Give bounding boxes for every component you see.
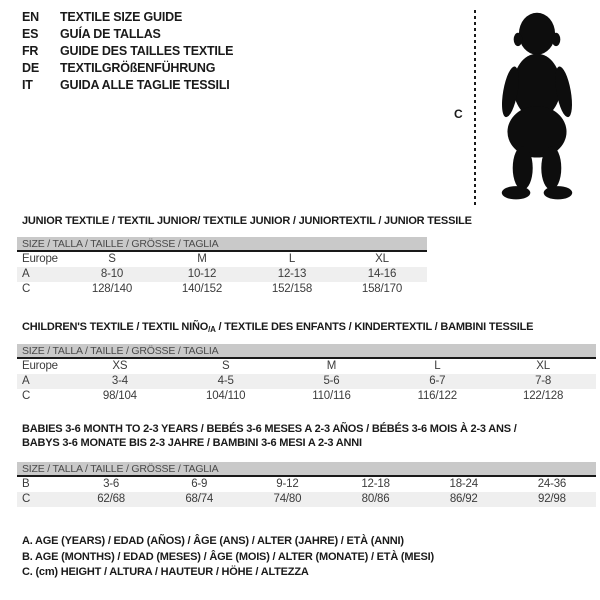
- col-header: Europe: [22, 360, 58, 372]
- language-code: EN: [22, 10, 39, 24]
- cell: 158/170: [361, 283, 403, 295]
- col-header: L: [434, 360, 441, 372]
- children-size-header: SIZE / TALLA / TAILLE / GRÖSSE / TAGLIA: [17, 344, 596, 359]
- junior-height-row: [17, 282, 427, 297]
- col-header: XS: [112, 360, 128, 372]
- language-code: DE: [22, 61, 39, 75]
- cell: 18-24: [449, 478, 478, 490]
- row-label: B: [22, 478, 30, 490]
- children-title-post: / TEXTILE DES ENFANTS / KINDERTEXTIL / BAMBINI TESSILE: [215, 321, 534, 333]
- cell: 92/98: [538, 493, 566, 505]
- cell: 68/74: [185, 493, 214, 505]
- cell: 12-13: [277, 268, 307, 280]
- cell: 7-8: [535, 375, 552, 387]
- height-figure: [450, 4, 598, 212]
- row-label: C: [22, 283, 31, 295]
- babies-size-table: [17, 462, 596, 507]
- cell: 24-36: [537, 478, 567, 490]
- note-age-years: A. AGE (YEARS) / EDAD (AÑOS) / ÂGE (ANS) / ALTER (JAHRE) / ETÀ (ANNI): [22, 535, 404, 547]
- col-header: S: [108, 253, 116, 265]
- cell: 12-18: [361, 478, 390, 490]
- children-size-table: [17, 344, 596, 404]
- note-height: C. (cm) HEIGHT / ALTURA / HAUTEUR / HÖHE / ALTEZZA: [22, 566, 309, 578]
- row-label: A: [22, 375, 30, 387]
- cell: 104/110: [206, 390, 246, 402]
- col-header: M: [197, 253, 207, 265]
- baby-silhouette-icon: [484, 8, 590, 208]
- row-label: C: [22, 493, 31, 505]
- language-code: IT: [22, 78, 33, 92]
- col-header: XL: [536, 360, 550, 372]
- cell: 140/152: [181, 283, 223, 295]
- babies-size-header: SIZE / TALLA / TAILLE / GRÖSSE / TAGLIA: [17, 462, 596, 477]
- babies-section-title-line1: BABIES 3-6 MONTH TO 2-3 YEARS / BEBÉS 3-6 MESES A 2-3 AÑOS / BÉBÉS 3-6 MOIS À 2-3 ANS /: [22, 423, 517, 435]
- children-section-title: [22, 321, 533, 334]
- children-title-sub: /A: [208, 325, 216, 334]
- cell: 5-6: [323, 375, 340, 387]
- cell: 110/116: [312, 390, 351, 402]
- col-header: S: [221, 360, 230, 372]
- language-row-fr: [22, 43, 233, 60]
- language-code: FR: [22, 44, 39, 58]
- cell: 116/122: [417, 390, 457, 402]
- note-age-months: B. AGE (MONTHS) / EDAD (MESES) / ÂGE (MOIS) / ALTER (MONATE) / ETÀ (MESI): [22, 550, 434, 563]
- cell: 122/128: [523, 390, 564, 402]
- cell: 3-4: [111, 375, 128, 387]
- children-age-row: [17, 374, 596, 389]
- cell: 6-9: [191, 478, 208, 490]
- col-header: M: [326, 360, 337, 372]
- language-title: GUÍA DE TALLAS: [60, 27, 161, 41]
- cell: 128/140: [91, 283, 133, 295]
- col-header: L: [288, 253, 296, 265]
- cell: 6-7: [429, 375, 446, 387]
- language-title: GUIDE DES TAILLES TEXTILE: [60, 44, 234, 58]
- junior-size-header: SIZE / TALLA / TAILLE / GRÖSSE / TAGLIA: [17, 237, 427, 252]
- language-row-it: [22, 77, 233, 94]
- babies-height-row: [17, 492, 596, 507]
- col-header: XL: [375, 253, 389, 265]
- cell: 152/158: [271, 283, 313, 295]
- cell: 4-5: [217, 375, 234, 387]
- col-header: Europe: [22, 253, 58, 265]
- babies-section-title-line2: BABYS 3-6 MONATE BIS 2-3 JAHRE / BAMBINI 3-6 MESI A 2-3 ANNI: [22, 437, 362, 449]
- junior-age-row: [17, 267, 427, 282]
- cell: 14-16: [367, 268, 397, 280]
- height-measure-dashed-line: [474, 10, 476, 206]
- junior-section-title: JUNIOR TEXTILE / TEXTIL JUNIOR/ TEXTILE JUNIOR / JUNIORTEXTIL / JUNIOR TESSILE: [22, 215, 472, 227]
- babies-months-row: [17, 477, 596, 492]
- cell: 74/80: [273, 493, 302, 505]
- children-column-header-row: [17, 359, 596, 374]
- height-measure-label: C: [454, 107, 463, 121]
- language-list: [22, 9, 233, 94]
- cell: 80/86: [361, 493, 390, 505]
- cell: 9-12: [276, 478, 299, 490]
- cell: 62/68: [97, 493, 125, 505]
- language-row-de: [22, 60, 233, 77]
- cell: 10-12: [187, 268, 217, 280]
- language-title: GUIDA ALLE TAGLIE TESSILI: [60, 78, 230, 92]
- language-title: TEXTILGRÖßENFÜHRUNG: [60, 61, 216, 75]
- language-code: ES: [22, 27, 39, 41]
- junior-column-header-row: [17, 252, 427, 267]
- language-row-en: [22, 9, 233, 26]
- legend-notes: [22, 534, 434, 581]
- row-label: C: [22, 390, 31, 402]
- language-title: TEXTILE SIZE GUIDE: [60, 10, 183, 24]
- cell: 98/104: [102, 390, 137, 402]
- cell: 86/92: [449, 493, 478, 505]
- children-title-pre: CHILDREN'S TEXTILE / TEXTIL NIÑO: [22, 321, 209, 333]
- cell: 8-10: [100, 268, 124, 280]
- junior-size-table: [17, 237, 427, 297]
- row-label: A: [22, 268, 30, 280]
- children-height-row: [17, 389, 596, 404]
- cell: 3-6: [103, 478, 120, 490]
- language-row-es: [22, 26, 233, 43]
